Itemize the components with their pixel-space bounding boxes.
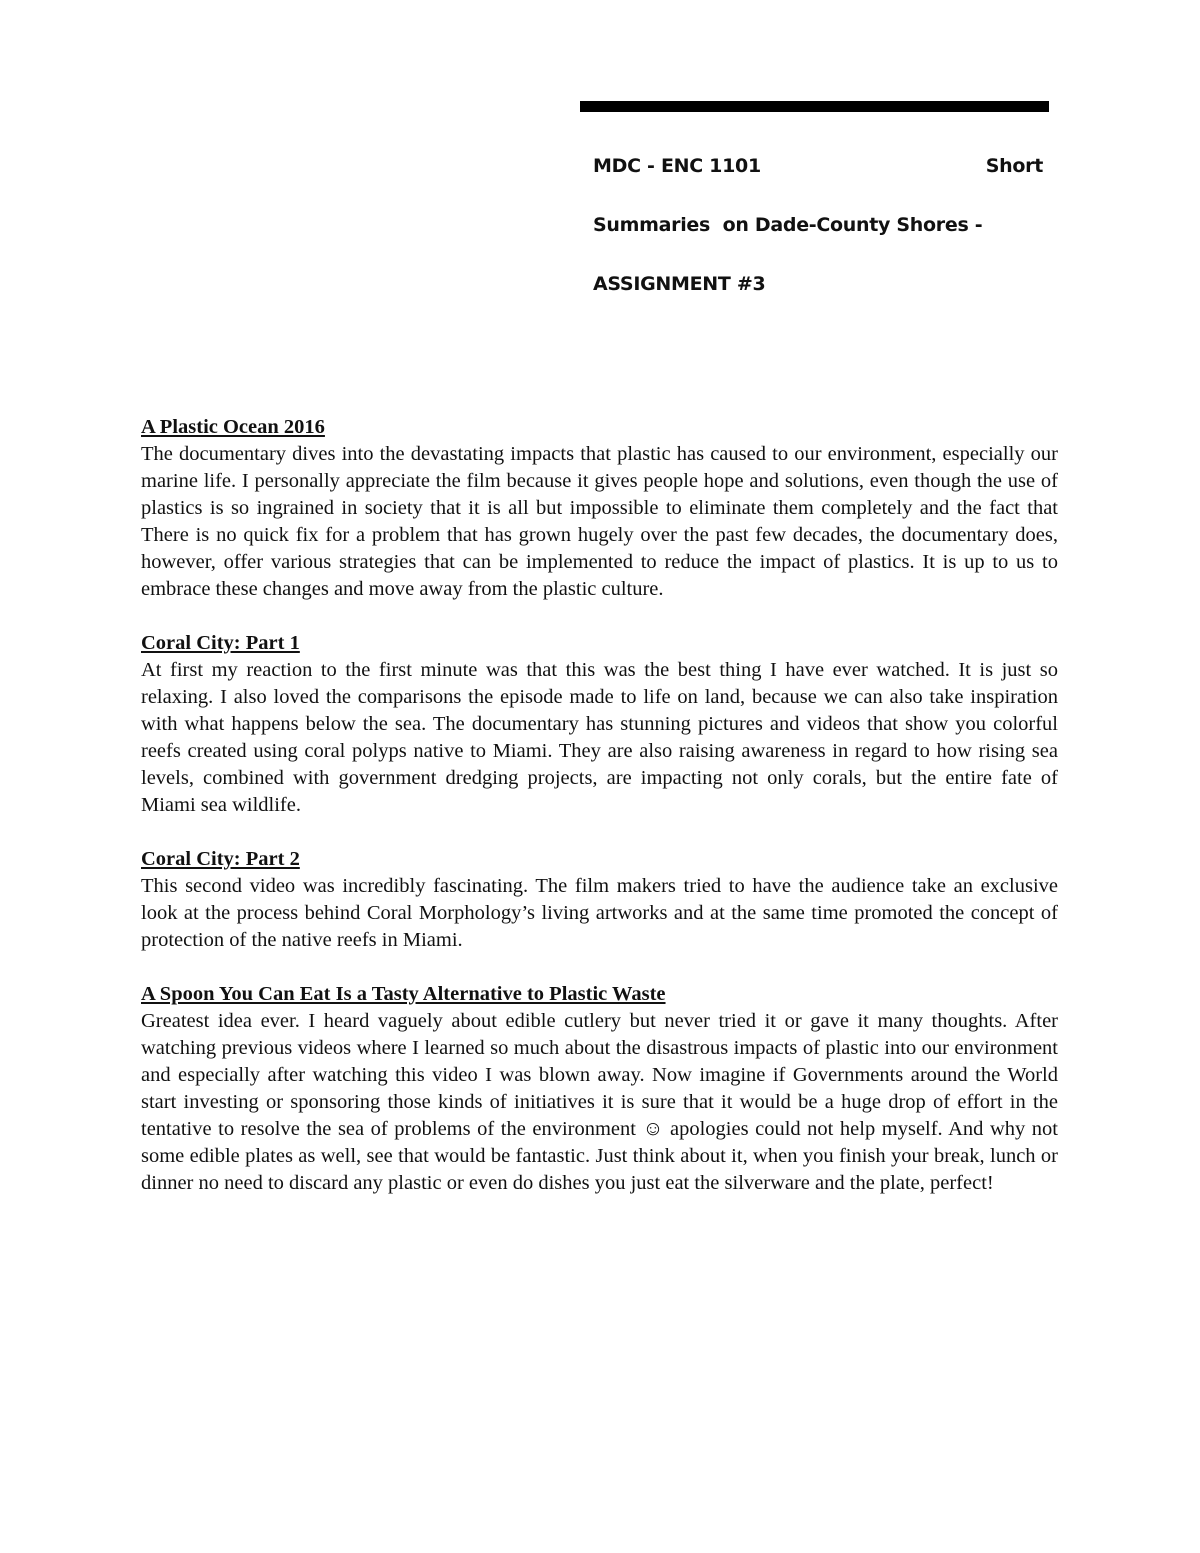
header-assignment-line [593,255,1043,314]
header-title-line [593,196,1043,255]
section-body: This second video was incredibly fascinating. The film makers tried to have the audience take an exclusive look at the process behind Coral Morphology’s living artworks and at the same time promoted the concept of protection of the native reefs in Miami. [141,875,1058,951]
header-course-line [593,137,1043,196]
section-title: A Plastic Ocean 2016 [141,416,325,438]
document-header [593,137,1043,314]
course-code: MDC - ENC 1101 [593,155,761,177]
section-plastic-ocean [141,414,1058,603]
section-coral-city-part-2 [141,846,1058,954]
section-title: Coral City: Part 1 [141,632,300,654]
document-body [141,414,1058,1224]
section-title: A Spoon You Can Eat Is a Tasty Alternative to Plastic Waste [141,983,666,1005]
assignment-title: Summaries on Dade-County Shores - [593,214,983,236]
section-coral-city-part-1 [141,630,1058,819]
section-body: At first my reaction to the first minute was that this was the best thing I have ever watched. It is just so relaxing. I also loved the comparisons the episode made to life on land, because we can also take inspiration with what happens below the sea. The documentary has stunning pictures and videos that show you colorful reefs created using coral polyps native to Miami. They are also raising awareness in regard to how rising sea levels, combined with government dredging projects, are impacting not only corals, but the entire fate of Miami sea wildlife. [141,659,1058,816]
section-body: The documentary dives into the devastating impacts that plastic has caused to our environment, especially our marine life. I personally appreciate the film because it gives people hope and solutions, even though the use of plastics is so ingrained in society that it is all but impossible to eliminate them completely and the fact that There is no quick fix for a problem that has grown hugely over the past few decades, the documentary does, however, offer various strategies that can be implemented to reduce the impact of plastics. It is up to us to embrace these changes and move away from the plastic culture. [141,443,1058,600]
section-body: Greatest idea ever. I heard vaguely about edible cutlery but never tried it or gave it many thoughts. After watching previous videos where I learned so much about the disastrous impacts of plastic into our environment and especially after watching this video I was blown away. Now imagine if Governments around the World start investing or sponsoring those kinds of initiatives it is sure that it would be a huge drop of effort in the tentative to resolve the sea of problems of the environment ☺ apologies could not help myself. And why not some edible plates as well, see that would be fantastic. Just think about it, when you finish your break, lunch or dinner no need to discard any plastic or even do dishes you just eat the silverware and the plate, perfect! [141,1010,1058,1194]
assignment-number: ASSIGNMENT #3 [593,273,766,295]
section-edible-spoon [141,981,1058,1197]
assignment-type-word: Short [985,155,1043,177]
section-title: Coral City: Part 2 [141,848,300,870]
header-rule [580,101,1049,112]
